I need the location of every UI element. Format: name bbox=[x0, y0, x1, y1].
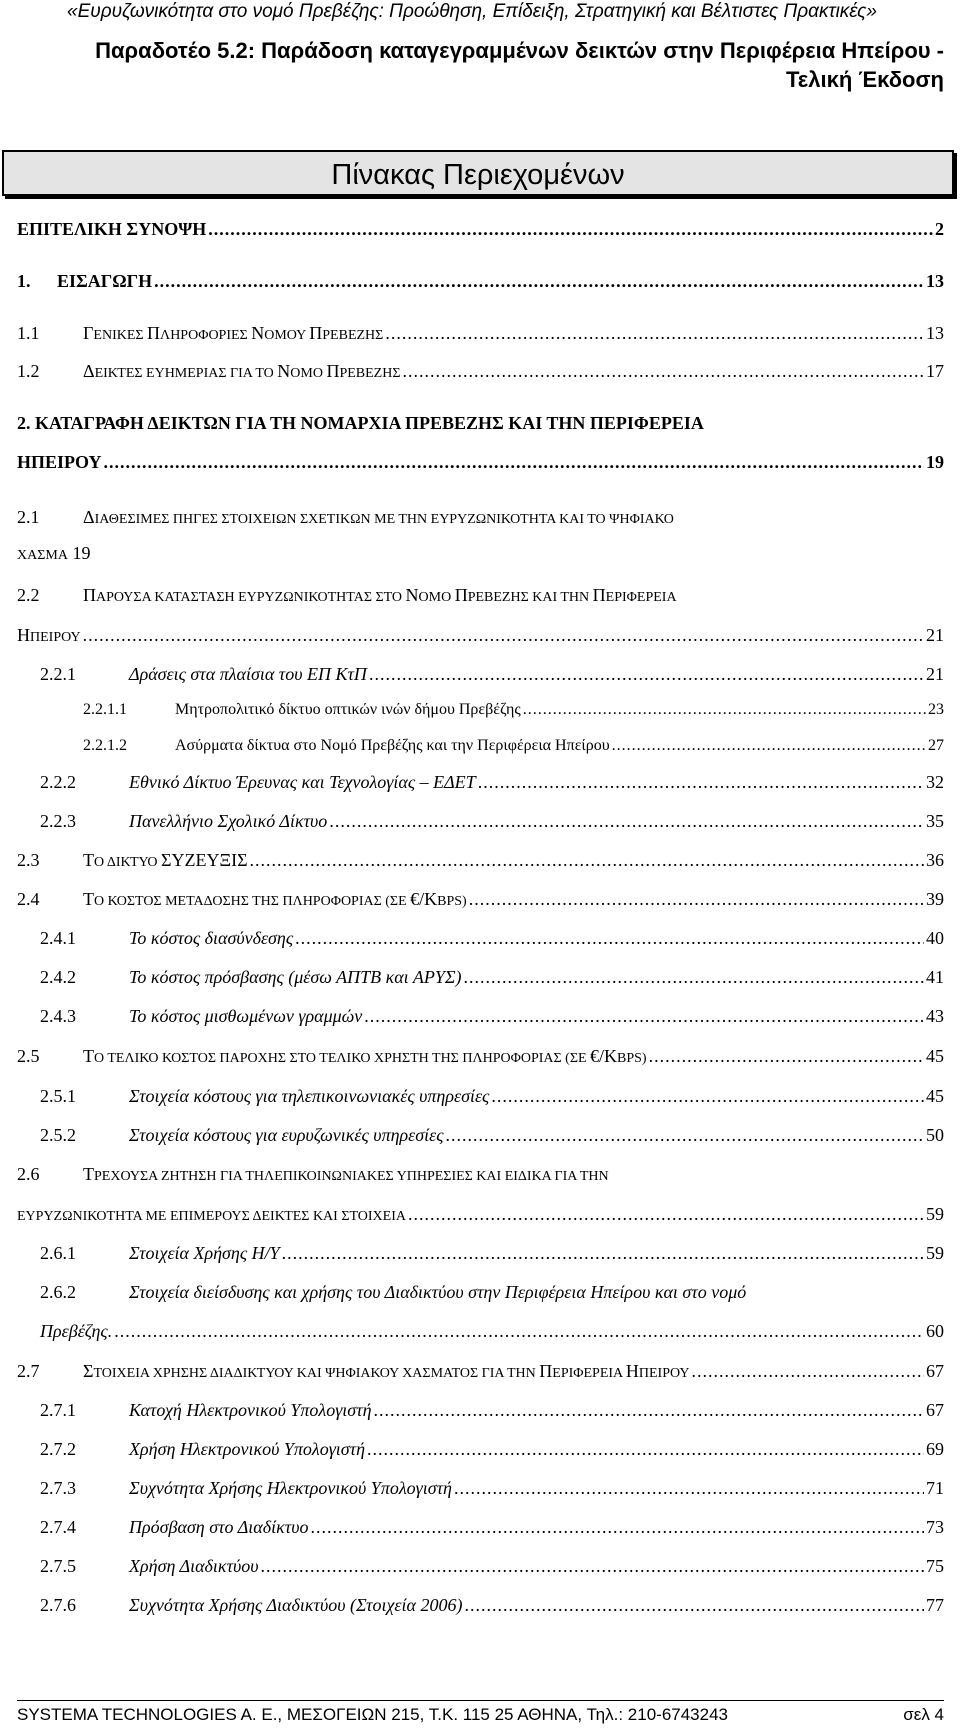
toc-page-number: 69 bbox=[926, 1439, 944, 1459]
toc-page-number: 23 bbox=[928, 701, 944, 718]
toc-entry-text: Στοιχεία κόστους για τηλεπικοινωνιακές υπηρεσίες bbox=[129, 1086, 490, 1106]
toc-entry-2-4-2[interactable] bbox=[17, 964, 944, 990]
toc-entry-number: 2.4.2 bbox=[40, 967, 76, 987]
toc-entry-2-4-1[interactable] bbox=[17, 925, 944, 951]
toc-entry-2-2-line1[interactable] bbox=[17, 582, 944, 608]
toc-entry-ch2[interactable] bbox=[17, 449, 944, 475]
toc-page-number: 67 bbox=[926, 1400, 944, 1420]
toc-entry-number: 2.7.3 bbox=[40, 1478, 76, 1498]
toc-page-number: 32 bbox=[926, 772, 944, 792]
toc-entry-text-part: Η bbox=[17, 625, 30, 645]
toc-entry-text-part: ΟΜΟΥ bbox=[264, 328, 310, 343]
toc-entry-number: 2.7.4 bbox=[40, 1517, 76, 1537]
page-footer bbox=[17, 1704, 944, 1726]
toc-entry-number: 2.7 bbox=[17, 1361, 40, 1381]
dot-leader bbox=[649, 1043, 924, 1069]
toc-entry-number: 1.1 bbox=[17, 323, 40, 343]
toc-page-number: 21 bbox=[926, 625, 944, 645]
toc-entry-title bbox=[17, 769, 476, 795]
toc-entry-text-part: Η bbox=[625, 1361, 639, 1381]
toc-entry-2-1-line2[interactable] bbox=[17, 540, 944, 566]
dot-leader bbox=[464, 964, 924, 990]
dot-leader bbox=[403, 358, 925, 384]
project-header: «Ευρυζωνικότητα στο νομό Πρεβέζης: Προώθηση, Επίδειξη, Στρατηγική και Βέλτιστες Πρακτικές» bbox=[67, 1, 877, 22]
toc-entry-text-part: Γ bbox=[83, 323, 94, 343]
dot-leader bbox=[154, 268, 924, 294]
toc-page-number: 36 bbox=[926, 850, 944, 870]
toc-entry-text: Συχνότητα Χρήσης Ηλεκτρονικού Υπολογιστή bbox=[129, 1478, 452, 1498]
toc-entry-title bbox=[17, 268, 152, 294]
toc-entry-text: Χρήση Διαδικτύου bbox=[129, 1556, 259, 1576]
toc-entry-title bbox=[17, 358, 401, 387]
toc-entry-text: Στοιχεία κόστους για ευρυζωνικές υπηρεσίες bbox=[129, 1125, 444, 1145]
toc-entry-2-3[interactable] bbox=[17, 847, 944, 873]
toc-entry-text-part: BPS) bbox=[617, 1051, 647, 1066]
toc-entry-2-5[interactable] bbox=[17, 1043, 944, 1069]
toc-page-number: 77 bbox=[926, 1595, 944, 1615]
toc-entry-number: 2.2.2 bbox=[40, 772, 76, 792]
toc-entry-text-part: Ο ΚΟΣΤΟΣ ΜΕΤΑΔΟΣΗΣ ΤΗΣ ΠΛΗΡΟΦΟΡΙΑΣ (ΣΕ bbox=[94, 894, 411, 909]
toc-entry-title bbox=[17, 1003, 362, 1029]
toc-entry-title: ΕΥΡΥΖΩΝΙΚΟΤΗΤΑ ΜΕ ΕΠΙΜΕΡΟΥΣ ΔΕΙΚΤΕΣ ΚΑΙ ΣΤΟΙΧΕΙΑ bbox=[17, 1209, 406, 1224]
toc-page-number: 71 bbox=[926, 1478, 944, 1498]
toc-entry-number: 2.7.6 bbox=[40, 1595, 76, 1615]
toc-entry-number: 2.6 bbox=[17, 1164, 40, 1184]
toc-entry-number: 2.4.1 bbox=[40, 928, 76, 948]
toc-title-box bbox=[2, 150, 954, 196]
toc-entry-number: 2.4.3 bbox=[40, 1006, 76, 1026]
toc-entry-title bbox=[17, 1592, 462, 1618]
dot-leader bbox=[454, 1475, 924, 1501]
dot-leader bbox=[369, 661, 924, 687]
toc-entry-2-6-1[interactable] bbox=[17, 1240, 944, 1266]
toc-page-number: 13 bbox=[926, 271, 944, 291]
toc-entry-number: 2.6.1 bbox=[40, 1243, 76, 1263]
dot-leader bbox=[364, 1003, 924, 1029]
toc-entry-2-5-1[interactable] bbox=[17, 1083, 944, 1109]
toc-page-number: 67 bbox=[926, 1361, 944, 1381]
toc-entry-title bbox=[17, 1436, 365, 1462]
toc-entry-number: 2.2.1.1 bbox=[83, 701, 127, 718]
toc-page-number: 13 bbox=[926, 323, 944, 343]
toc-page-number: 35 bbox=[926, 811, 944, 831]
footer-page-number: σελ 4 bbox=[903, 1705, 944, 1724]
toc-entry-2-7-1[interactable] bbox=[17, 1397, 944, 1423]
toc-entry-number: 1. bbox=[17, 271, 31, 291]
dot-leader bbox=[464, 1592, 924, 1618]
toc-entry-number: 1.2 bbox=[17, 361, 40, 381]
toc-entry-text-part: ΤΟΙΧΕΙΑ ΧΡΗΣΗΣ ΔΙΑΔΙΚΤΥΟΥ ΚΑΙ ΨΗΦΙΑΚΟΥ ΧΑΣΜΑΤΟΣ ΓΙΑ ΤΗΝ bbox=[93, 1366, 540, 1381]
toc-entry-text-part: ΛΗΡΟΦΟΡΙΕΣ bbox=[160, 328, 252, 343]
toc-entry-2-4[interactable] bbox=[17, 886, 944, 912]
toc-page-number: 41 bbox=[926, 967, 944, 987]
toc-page-number: 73 bbox=[926, 1517, 944, 1537]
toc-page-number: 19 bbox=[926, 452, 944, 472]
toc-entry-2-6[interactable] bbox=[17, 1201, 944, 1227]
toc-entry-text-part: ΙΑΘΕΣΙΜΕΣ ΠΗΓΕΣ ΣΤΟΙΧΕΙΩΝ ΣΧΕΤΙΚΩΝ ΜΕ ΤΗΝ ΕΥΡΥΖΩΝΙΚΟΤΗΤΑ ΚΑΙ ΤΟ ΨΗΦΙΑΚΟ bbox=[94, 512, 674, 527]
toc-entry-number: 2.5 bbox=[17, 1046, 40, 1066]
toc-entry-number: 2.4 bbox=[17, 889, 40, 909]
toc-entry-text-part: BPS) bbox=[437, 894, 467, 909]
toc-entry-text-part: ΕΙΚΤΕΣ ΕΥΗΜΕΡΙΑΣ ΓΙΑ ΤΟ bbox=[94, 366, 278, 381]
toc-entry-2-6-2[interactable] bbox=[17, 1318, 944, 1344]
toc-page-number: 43 bbox=[926, 1006, 944, 1026]
toc-entry-text: Ασύρματα δίκτυα στο Νομό Πρεβέζης και την Περιφέρεια Ηπείρου bbox=[175, 737, 610, 754]
toc-entry-ch2-line1[interactable]: 2. ΚΑΤΑΓΡΑΦΗ ΔΕΙΚΤΩΝ ΓΙΑ ΤΗ ΝΟΜΑΡΧΙΑ ΠΡΕΒΕΖΗΣ ΚΑΙ ΤΗΝ ΠΕΡΙΦΕΡΕΙΑ bbox=[17, 413, 704, 433]
toc-entry-2-1-line1[interactable] bbox=[17, 504, 944, 530]
toc-page-number: 2 bbox=[935, 219, 944, 239]
toc-entry-2-2-1-2[interactable] bbox=[17, 733, 944, 759]
toc-entry-number: 2.2.1.2 bbox=[83, 737, 127, 754]
dot-leader bbox=[250, 847, 924, 873]
toc-entry-text-part: Τ bbox=[83, 1164, 94, 1184]
toc-entry-text: ΕΙΣΑΓΩΓΗ bbox=[57, 271, 153, 291]
toc-entry-title: ΗΠΕΙΡΟΥ bbox=[17, 452, 102, 472]
dot-leader bbox=[612, 733, 926, 759]
toc-entry-title bbox=[17, 886, 467, 915]
toc-entry-2-7-2[interactable] bbox=[17, 1436, 944, 1462]
toc-entry-text-part: Π bbox=[147, 323, 161, 343]
dot-leader bbox=[491, 1083, 924, 1109]
toc-entry-title bbox=[17, 697, 521, 723]
footer-company-info: SYSTEMA TECHNOLOGIES A. E., ΜΕΣΟΓΕΙΩΝ 215, Τ.Κ. 115 25 ΑΘΗΝΑ, Τηλ.: 210-6743243 bbox=[17, 1705, 728, 1724]
toc-entry-text-part: ΕΡΙΦΕΡΕΙΑ bbox=[552, 1366, 626, 1381]
toc-entry-text-part: Δ bbox=[83, 361, 95, 381]
toc-entry-text: Το κόστος πρόσβασης (μέσω ΑΠΤΒ και ΑΡΥΣ) bbox=[129, 967, 462, 987]
toc-entry-title bbox=[17, 1358, 690, 1387]
toc-entry-1-2[interactable] bbox=[17, 358, 944, 384]
toc-title: Πίνακας Περιεχομένων bbox=[331, 159, 625, 191]
toc-entry-text-part: Τ bbox=[83, 850, 94, 870]
toc-entry-2-7-6[interactable] bbox=[17, 1592, 944, 1618]
dot-leader bbox=[83, 622, 924, 648]
toc-entry-text-part: Ο ΔΙΚΤΥΟ bbox=[94, 855, 162, 870]
toc-entry-text-part: Ν bbox=[277, 361, 291, 381]
toc-entry-2-5-2[interactable] bbox=[17, 1122, 944, 1148]
toc-entry-text-part: Π bbox=[539, 1361, 553, 1381]
toc-entry-text-part: Ν bbox=[251, 323, 265, 343]
toc-page-number: 75 bbox=[926, 1556, 944, 1576]
toc-entry-title bbox=[17, 964, 462, 990]
toc-entry-2-7-3[interactable] bbox=[17, 1475, 944, 1501]
toc-entry-text: Πρόσβαση στο Διαδίκτυο bbox=[129, 1517, 309, 1537]
toc-page-number: 27 bbox=[928, 737, 944, 754]
toc-entry-text-part: ΠΕΙΡΟΥ bbox=[638, 1366, 690, 1381]
dot-leader bbox=[374, 1397, 924, 1423]
toc-entry-text: Συχνότητα Χρήσης Διαδικτύου (Στοιχεία 2006) bbox=[129, 1595, 463, 1615]
toc-page-number: 59 bbox=[926, 1243, 944, 1263]
toc-entry-text: Εθνικό Δίκτυο Έρευνας και Τεχνολογίας – ΕΔΕΤ bbox=[129, 772, 476, 792]
toc-entry-number: 2.5.2 bbox=[40, 1125, 76, 1145]
toc-entry-2-2-2[interactable] bbox=[17, 769, 944, 795]
toc-entry-text: Κατοχή Ηλεκτρονικού Υπολογιστή bbox=[129, 1400, 372, 1420]
dot-leader bbox=[329, 808, 924, 834]
toc-entry-text: Πρεβέζης. bbox=[40, 1321, 113, 1341]
toc-page-number: 17 bbox=[926, 361, 944, 381]
toc-page-number: 50 bbox=[926, 1125, 944, 1145]
toc-entry-text-part: ΟΜΟ bbox=[290, 366, 327, 381]
toc-page-number: 45 bbox=[926, 1086, 944, 1106]
toc-entry-title bbox=[17, 808, 327, 834]
toc-entry-text-part: Τ bbox=[83, 1046, 94, 1066]
toc-entry-text-part: Π bbox=[309, 323, 323, 343]
dot-leader bbox=[310, 1514, 924, 1540]
dot-leader bbox=[692, 1358, 924, 1384]
dot-leader bbox=[408, 1201, 924, 1227]
toc-entry-text-part: Π bbox=[326, 361, 340, 381]
dot-leader bbox=[104, 449, 924, 475]
toc-entry-text: Στοιχεία διείσδυσης και χρήσης του Διαδικτύου στην Περιφέρεια Ηπείρου και στο νομό bbox=[129, 1282, 747, 1302]
toc-entry-text-part: ΕΡΙΦΕΡΕΙΑ bbox=[605, 590, 677, 605]
toc-entry-number: 2.6.2 bbox=[40, 1282, 76, 1302]
toc-entry-text: Μητροπολιτικό δίκτυο οπτικών ινών δήμου Πρεβέζης bbox=[175, 701, 521, 718]
dot-leader bbox=[367, 1436, 924, 1462]
dot-leader bbox=[523, 697, 926, 723]
toc-entry-text-part: ΠΕΙΡΟΥ bbox=[30, 630, 81, 645]
toc-page-number: 60 bbox=[926, 1321, 944, 1341]
toc-entry-2-2-1[interactable] bbox=[17, 661, 944, 687]
toc-entry-text: Δράσεις στα πλαίσια του ΕΠ ΚτΠ bbox=[129, 664, 367, 684]
toc-entry-text-part: ΣΥΖΕΥΞΙΣ bbox=[161, 850, 248, 870]
toc-entry-title bbox=[17, 733, 610, 759]
toc-page-number: 45 bbox=[926, 1046, 944, 1066]
dot-leader bbox=[385, 320, 924, 346]
dot-leader bbox=[261, 1553, 924, 1579]
toc-entry-text: Στοιχεία Χρήσης Η/Υ bbox=[129, 1243, 280, 1263]
toc-entry-title bbox=[17, 847, 248, 876]
toc-entry-text-part: ΡΕΧΟΥΣΑ ΖΗΤΗΣΗ ΓΙΑ ΤΗΛΕΠΙΚΟΙΝΩΝΙΑΚΕΣ ΥΠΗΡΕΣΙΕΣ ΚΑΙ ΕΙΔΙΚΑ ΓΙΑ ΤΗΝ bbox=[94, 1169, 609, 1184]
toc-entry-number: 2.2 bbox=[17, 585, 40, 605]
toc-entry-number: 2.7.5 bbox=[40, 1556, 76, 1576]
toc-entry-title bbox=[17, 1240, 280, 1266]
toc-entry-1-1[interactable] bbox=[17, 320, 944, 346]
toc-entry-text-part: €/K bbox=[590, 1046, 618, 1066]
toc-entry-title bbox=[17, 1475, 452, 1501]
toc-entry-text-part: ΡΕΒΕΖΗΣ bbox=[339, 366, 401, 381]
dot-leader bbox=[478, 769, 924, 795]
toc-entry-title bbox=[17, 1083, 489, 1109]
toc-entry-text: Χρήση Ηλεκτρονικού Υπολογιστή bbox=[129, 1439, 366, 1459]
toc-entry-text-part: €/K bbox=[410, 889, 438, 909]
toc-entry-text-part: ΕΝΙΚΕΣ bbox=[93, 328, 148, 343]
toc-entry-2-2-3[interactable] bbox=[17, 808, 944, 834]
toc-entry-text-part: Π bbox=[83, 585, 96, 605]
toc-entry-text-part: ΑΡΟΥΣΑ ΚΑΤΑΣΤΑΣΗ ΕΥΡΥΖΩΝΙΚΟΤΗΤΑΣ ΣΤΟ bbox=[96, 590, 406, 605]
toc-entry-title bbox=[17, 1043, 647, 1072]
toc-entry-number: 2.2.3 bbox=[40, 811, 76, 831]
toc-entry-title bbox=[17, 1514, 308, 1540]
toc-entry-2-2-1-1[interactable] bbox=[17, 697, 944, 723]
toc-page-number: 19 bbox=[72, 543, 91, 563]
toc-page-number: 59 bbox=[926, 1204, 944, 1224]
toc-entry-title: ΕΠΙΤΕΛΙΚΗ ΣΥΝΟΨΗ bbox=[17, 219, 207, 239]
toc-entry-number: 2.1 bbox=[17, 507, 40, 527]
toc-entry-ch1[interactable] bbox=[17, 268, 944, 294]
dot-leader bbox=[469, 886, 924, 912]
dot-leader bbox=[208, 216, 933, 242]
dot-leader bbox=[114, 1318, 924, 1344]
toc-entry-text-part: Τ bbox=[83, 889, 94, 909]
toc-page-number: 21 bbox=[926, 664, 944, 684]
toc-entry-text: Πανελλήνιο Σχολικό Δίκτυο bbox=[129, 811, 328, 831]
toc-entry-title bbox=[17, 622, 81, 651]
toc-entry-text-part: Σ bbox=[83, 1361, 94, 1381]
toc-entry-title bbox=[17, 1397, 372, 1423]
toc-entry-title bbox=[17, 925, 293, 951]
dot-leader bbox=[295, 925, 924, 951]
toc-entry-2-2[interactable] bbox=[17, 622, 944, 648]
deliverable-title: Παραδοτέο 5.2: Παράδοση καταγεγραμμένων δεικτών στην Περιφέρεια Ηπείρου - Τελική Έκδοση bbox=[95, 38, 944, 92]
toc-entry-text-part: ΡΕΒΕΖΗΣ bbox=[322, 328, 384, 343]
toc-entry-title bbox=[17, 661, 367, 687]
toc-entry-2-6-line1[interactable] bbox=[17, 1161, 944, 1187]
toc-entry-number: 2.7.2 bbox=[40, 1439, 76, 1459]
toc-entry-title bbox=[17, 320, 383, 349]
toc-entry-2-4-3[interactable] bbox=[17, 1003, 944, 1029]
dot-leader bbox=[282, 1240, 924, 1266]
toc-page-number: 39 bbox=[926, 889, 944, 909]
toc-entry-2-7-5[interactable] bbox=[17, 1553, 944, 1579]
toc-entry-text-part: ΡΕΒΕΖΗΣ ΚΑΙ ΤΗΝ bbox=[467, 590, 593, 605]
toc-entry-text-part: ΟΜΟ bbox=[418, 590, 455, 605]
dot-leader bbox=[446, 1122, 924, 1148]
toc-entry-text: Το κόστος μισθωμένων γραμμών bbox=[129, 1006, 363, 1026]
toc-entry-text-part: Ν bbox=[405, 585, 419, 605]
footer-divider bbox=[17, 1700, 944, 1701]
toc-entry-text: Το κόστος διασύνδεσης bbox=[129, 928, 294, 948]
toc-entry-text-part: Δ bbox=[83, 507, 95, 527]
toc-entry-text-part: Π bbox=[454, 585, 468, 605]
toc-entry-number: 2.5.1 bbox=[40, 1086, 76, 1106]
toc-entry-title bbox=[17, 1122, 444, 1148]
toc-entry-number: 2.2.1 bbox=[40, 664, 76, 684]
toc-entry-text-part: Π bbox=[592, 585, 606, 605]
toc-entry-title bbox=[17, 1318, 112, 1344]
toc-entry-text-part: ΧΑΣΜΑ bbox=[17, 548, 68, 563]
toc-entry-exec-summary[interactable] bbox=[17, 216, 944, 242]
toc-entry-number: 2.3 bbox=[17, 850, 40, 870]
toc-entry-2-7[interactable] bbox=[17, 1358, 944, 1384]
toc-entry-title bbox=[17, 1553, 259, 1579]
toc-page-number: 40 bbox=[926, 928, 944, 948]
toc-entry-2-7-4[interactable] bbox=[17, 1514, 944, 1540]
toc-entry-text-part: Ο ΤΕΛΙΚΟ ΚΟΣΤΟΣ ΠΑΡΟΧΗΣ ΣΤΟ ΤΕΛΙΚΟ ΧΡΗΣΤΗ ΤΗΣ ΠΛΗΡΟΦΟΡΙΑΣ (ΣΕ bbox=[94, 1051, 591, 1066]
toc-entry-2-6-2-line1[interactable] bbox=[17, 1279, 944, 1305]
toc-entry-number: 2.7.1 bbox=[40, 1400, 76, 1420]
